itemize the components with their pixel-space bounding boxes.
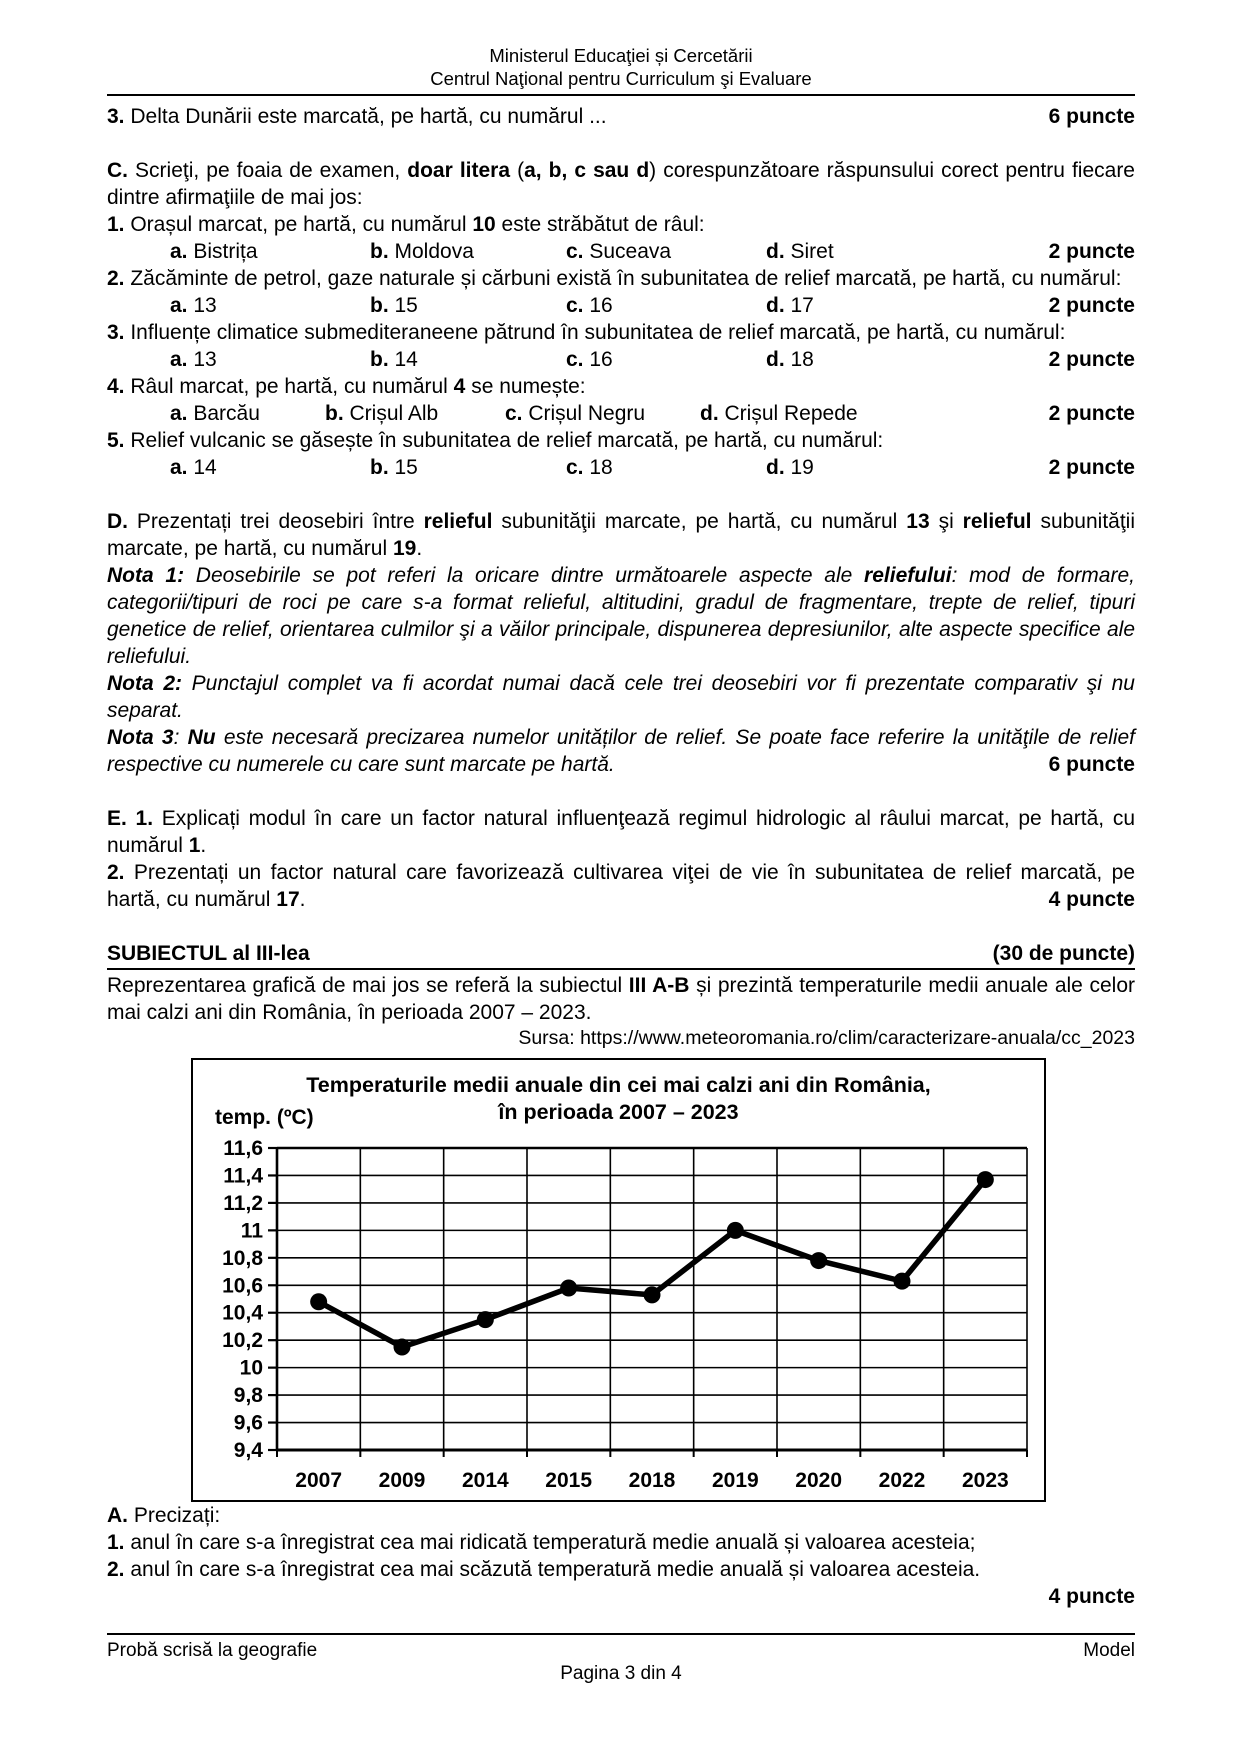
x-tick-label: 2014 xyxy=(461,1469,509,1492)
ministry-line: Ministerul Educaţiei și Cercetării xyxy=(489,45,753,66)
d-nota-3: Nota 3: Nu este necesară precizarea numelor unităților de relief. Se poate face referire la unităţile de relief respective cu numerele cu care sunt marcate pe hartă. 6 puncte xyxy=(107,726,1135,776)
y-tick-label: 10,8 xyxy=(222,1246,263,1270)
c-q2: 2. Zăcăminte de petrol, gaze naturale și cărbuni există în subunitatea de relief marcată, pe hartă, cu numărul: xyxy=(107,267,1122,290)
series-line xyxy=(319,1180,986,1347)
points-label: 2 puncte xyxy=(1048,402,1135,425)
gap-before-d xyxy=(107,481,1135,508)
option-c: c. 16 xyxy=(566,348,613,371)
option-a: a. Barcău xyxy=(170,402,260,425)
c-q2-options xyxy=(107,292,1135,319)
option-b: b. 15 xyxy=(370,456,418,479)
option-a: a. 13 xyxy=(170,348,217,371)
a-item-1: 1. anul în care s-a înregistrat cea mai ridicată temperatură medie anuală și valoarea acesteia; xyxy=(107,1531,976,1554)
y-tick-label: 11,6 xyxy=(223,1137,263,1160)
a-points-right: 4 puncte xyxy=(1048,1585,1135,1608)
y-tick-label: 11,4 xyxy=(223,1164,263,1188)
y-tick-label: 10,2 xyxy=(222,1329,263,1353)
data-point xyxy=(394,1339,411,1356)
header-rule xyxy=(107,94,1135,96)
data-point xyxy=(644,1286,661,1303)
subject-3-intro: Reprezentarea grafică de mai jos se referă la subiectul III A-B și prezintă temperaturile medii anuale ale celor mai calzi ani din România, în perioada 2007 – 2023. xyxy=(107,974,1135,1024)
footer-row xyxy=(107,1639,1135,1662)
option-c: c. Crișul Negru xyxy=(505,402,646,425)
option-d: d. 17 xyxy=(766,294,814,317)
c-q4-options xyxy=(107,400,1135,427)
points-label: 6 puncte xyxy=(1048,753,1135,776)
chart-figure xyxy=(191,1058,1046,1502)
page-footer xyxy=(107,1633,1135,1685)
option-a: a. 13 xyxy=(170,294,217,317)
y-tick-label: 11 xyxy=(240,1219,263,1243)
b-q3-delta-right: 6 puncte xyxy=(1048,105,1135,128)
x-tick-label: 2009 xyxy=(378,1469,426,1492)
data-point xyxy=(810,1252,827,1269)
x-tick-label: 2019 xyxy=(711,1469,759,1492)
option-d: d. 18 xyxy=(766,348,814,371)
x-tick-label: 2015 xyxy=(545,1469,593,1492)
d-task: D. Prezentați trei deosebiri între relieful subunităţii marcate, pe hartă, cu numărul 13 şi relieful subunităţii marcate, pe hartă, cu numărul 19. xyxy=(107,510,1136,560)
points-label: 2 puncte xyxy=(1048,240,1135,263)
y-tick-label: 9,4 xyxy=(233,1439,263,1462)
option-a: a. Bistrița xyxy=(170,240,258,263)
institution-line: Centrul Naţional pentru Curriculum şi Evaluare xyxy=(430,68,812,89)
option-c: c. Suceava xyxy=(566,240,672,263)
option-b: b. 15 xyxy=(370,294,418,317)
footer-exam-type: Probă scrisă la geografie xyxy=(107,1640,318,1661)
footer-page-number: Pagina 3 din 4 xyxy=(560,1663,682,1684)
y-tick-label: 11,2 xyxy=(223,1191,263,1215)
page-header xyxy=(107,44,1135,96)
c-q5-options xyxy=(107,454,1135,481)
data-point xyxy=(477,1311,494,1328)
c-q3: 3. Influențe climatice submediteraneene pătrund în subunitatea de relief marcată, pe hartă, cu numărul: xyxy=(107,321,1066,344)
data-point xyxy=(310,1293,327,1310)
chart-title-line1: Temperaturile medii anuale din cei mai calzi ani din România, xyxy=(306,1073,931,1097)
a-points xyxy=(107,1583,1135,1610)
data-point xyxy=(727,1222,744,1239)
page-content xyxy=(107,44,1135,1610)
points-label: 2 puncte xyxy=(1048,348,1135,371)
d-nota-2: Nota 2: Punctajul complet va fi acordat numai dacă cele trei deosebiri vor fi prezentate comparativ şi nu separat. xyxy=(107,672,1135,722)
y-tick-label: 9,6 xyxy=(233,1411,263,1435)
subject-3-heading-left: SUBIECTUL al III-lea xyxy=(107,942,310,965)
option-d: d. 19 xyxy=(766,456,814,479)
data-point xyxy=(977,1171,994,1188)
c-q1-options xyxy=(107,238,1135,265)
chart-source-line: Sursa: https://www.meteoromania.ro/clim/caracterizare-anuala/cc_2023 xyxy=(518,1027,1135,1049)
x-tick-label: 2022 xyxy=(878,1469,926,1492)
option-d: d. Crișul Repede xyxy=(700,402,858,425)
gap-before-e xyxy=(107,778,1135,805)
subject-3-heading-right: (30 de puncte) xyxy=(992,942,1135,965)
b-q3-delta-left: 3. Delta Dunării este marcată, pe hartă, cu numărul ... xyxy=(107,105,607,128)
gap-before-subject-3 xyxy=(107,913,1135,940)
b-q3-delta xyxy=(107,103,1135,130)
c-intro: C. Scrieţi, pe foaia de examen, doar litera (a, b, c sau d) corespunzătoare răspunsului corect pentru fiecare dintre afirmaţiile de mai jos: xyxy=(107,159,1135,209)
option-b: b. Crișul Alb xyxy=(325,402,439,425)
points-label: 2 puncte xyxy=(1048,456,1135,479)
c-q3-options xyxy=(107,346,1135,373)
exam-body-top xyxy=(107,103,1135,1050)
subject-3-heading xyxy=(107,940,1135,970)
y-tick-label: 10 xyxy=(239,1356,263,1380)
e-1: E. 1. Explicați modul în care un factor natural influenţează regimul hidrologic al râului marcat, pe hartă, cu numărul 1. xyxy=(107,807,1135,857)
y-tick-label: 10,6 xyxy=(222,1274,263,1298)
exam-body-bottom xyxy=(107,1502,1135,1610)
c-q4: 4. Râul marcat, pe hartă, cu numărul 4 se numește: xyxy=(107,375,586,398)
a-task: A. Precizați: xyxy=(107,1504,221,1527)
c-q5: 5. Relief vulcanic se găsește în subunitatea de relief marcată, pe hartă, cu numărul: xyxy=(107,429,884,452)
data-point xyxy=(894,1273,911,1290)
c-q1: 1. Orașul marcat, pe hartă, cu numărul 10 este străbătut de râul: xyxy=(107,213,705,236)
a-item-2: 2. anul în care s-a înregistrat cea mai scăzută temperatură medie anuală și valoarea acesteia. xyxy=(107,1558,981,1581)
option-b: b. Moldova xyxy=(370,240,474,263)
y-tick-label: 9,8 xyxy=(233,1384,263,1408)
e-2: 2. Prezentați un factor natural care favorizează cultivarea viţei de vie în subunitatea de relief marcată, pe hartă, cu numărul 17. 4 puncte xyxy=(107,861,1135,911)
points-label: 4 puncte xyxy=(1048,888,1135,911)
y-axis-unit-label: temp. (ºC) xyxy=(215,1106,314,1129)
points-label: 2 puncte xyxy=(1048,294,1135,317)
x-tick-label: 2020 xyxy=(795,1469,843,1492)
data-point xyxy=(560,1280,577,1297)
x-tick-label: 2007 xyxy=(295,1469,343,1492)
option-d: d. Siret xyxy=(766,240,834,263)
chart-title-line2: în perioada 2007 – 2023 xyxy=(498,1100,739,1124)
x-tick-label: 2023 xyxy=(961,1469,1009,1492)
x-tick-label: 2018 xyxy=(628,1469,676,1492)
option-c: c. 18 xyxy=(566,456,613,479)
option-b: b. 14 xyxy=(370,348,418,371)
d-nota-1: Nota 1: Deosebirile se pot referi la oricare dintre următoarele aspecte ale reliefului: mod de formare, categorii/tipuri de roci pe care s-a format relieful, altitudini, gradul de fragmentare, trepte de relief, tipuri genetice de relief, orientarea culmilor şi a văilor principale, dispunerea depresiunilor, alte aspecte specifice ale reliefului. xyxy=(107,564,1135,668)
temperature-line-chart xyxy=(193,1132,1044,1494)
y-tick-label: 10,4 xyxy=(222,1301,263,1325)
footer-model-label: Model xyxy=(1083,1640,1135,1661)
option-c: c. 16 xyxy=(566,294,613,317)
option-a: a. 14 xyxy=(170,456,217,479)
gap-after-b xyxy=(107,130,1135,157)
